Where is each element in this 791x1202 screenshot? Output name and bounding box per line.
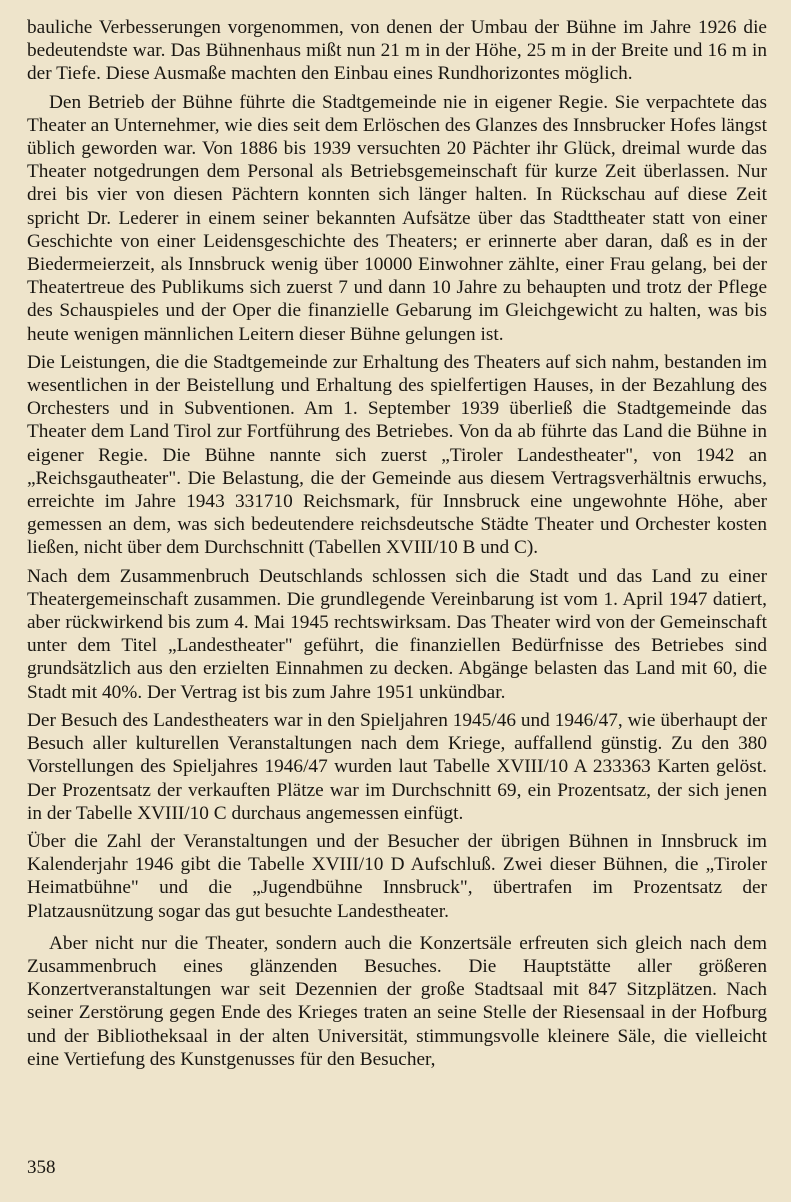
page-number: 358 <box>27 1157 56 1178</box>
paragraph-other-stages: Über die Zahl der Veranstaltungen und der Besucher der übrigen Bühnen in Innsbruck im Kalenderjahr 1946 gibt die Tabelle XVIII/10 D Aufschluß. Zwei dieser Bühnen, die „Tiroler Heimatbühne" und die „Jugendbühne Innsbruck", übertrafen im Prozentsatz der Platzausnützung sogar das gut besuchte Landestheater. <box>27 830 767 922</box>
body-text <box>27 16 767 1076</box>
paragraph-city-contributions: Die Leistungen, die die Stadtgemeinde zur Erhaltung des Theaters auf sich nahm, bestanden im wesentlichen in der Beistellung und Erhaltung des spielfertigen Hauses, in der Bezahlung des Orchesters und in Subventionen. Am 1. September 1939 überließ die Stadtgemeinde das Theater dem Land Tirol zur Fortführung des Betriebes. Von da ab führte das Land die Bühne in eigener Regie. Die Bühne nannte sich zuerst „Tiroler Landestheater", von 1942 an „Reichsgautheater". Die Belastung, die der Gemeinde aus diesem Vertragsverhältnis erwuchs, erreichte im Jahre 1943 331710 Reichsmark, für Innsbruck eine ungewohnte Höhe, aber gemessen an dem, was sich bedeutendere reichsdeutsche Städte Theater und Orchester kosten ließen, nicht über dem Durchschnitt (Tabellen XVIII/10 B und C). <box>27 351 767 559</box>
paragraph-concert-halls: Aber nicht nur die Theater, sondern auch die Konzertsäle erfreuten sich gleich nach dem Zusammenbruch eines glänzenden Besuches. Die Hauptstätte aller größeren Konzertveranstaltungen war seit Dezennien der große Stadtsaal mit 847 Sitzplätzen. Nach seiner Zerstörung gegen Ende des Krieges traten an seine Stelle der Riesensaal in der Hofburg und der Bibliotheksaal in der alten Universität, stimmungsvolle kleinere Säle, die vielleicht eine Vertiefung des Kunstgenusses für den Besucher, <box>27 932 767 1070</box>
paragraph-theater-attendance: Der Besuch des Landestheaters war in den Spieljahren 1945/46 und 1946/47, wie überhaupt der Besuch aller kulturellen Veranstaltungen nach dem Kriege, auffallend günstig. Zu den 380 Vorstellungen des Spieljahres 1946/47 wurden laut Tabelle XVIII/10 A 233363 Karten gelöst. Der Prozentsatz der verkauften Plätze war im Durchschnitt 69, ein Prozentsatz, der sich jenen in der Tabelle XVIII/10 C durchaus angemessen einfügt. <box>27 709 767 824</box>
paragraph-postwar-agreement: Nach dem Zusammenbruch Deutschlands schlossen sich die Stadt und das Land zu einer Theatergemeinschaft zusammen. Die grundlegende Vereinbarung ist vom 1. April 1947 datiert, aber rückwirkend bis zum 4. Mai 1945 rechtswirksam. Das Theater wird von der Gemeinschaft unter dem Titel „Landestheater" geführt, die finanziellen Bedürfnisse des Betriebes sind grundsätzlich aus den erzielten Einnahmen zu decken. Abgänge belasten das Land mit 60, die Stadt mit 40%. Der Vertrag ist bis zum Jahre 1951 unkündbar. <box>27 565 767 703</box>
paragraph-theater-management: Den Betrieb der Bühne führte die Stadtgemeinde nie in eigener Regie. Sie verpachtete das Theater an Unternehmer, wie dies seit dem Erlöschen des Glanzes des Innsbrucker Hofes längst üblich geworden war. Von 1886 bis 1939 versuchten 20 Pächter ihr Glück, dreimal wurde das Theater notgedrungen dem Personal als Betriebsgemeinschaft für kurze Zeit überlassen. Nur drei bis vier von diesen Pächtern konnten sich länger halten. In Rückschau auf diese Zeit spricht Dr. Lederer in einem seiner bekannten Aufsätze über das Stadttheater statt von einer Geschichte von einer Leidensgeschichte des Theaters; er erinnerte aber daran, daß es in der Biedermeierzeit, als Innsbruck wenig über 10000 Einwohner zählte, einer Frau gelang, bei der Theatertreue des Publikums sich zuerst 7 und dann 10 Jahre zu behaupten und trotz der Pflege des Schauspieles und der Oper die finanzielle Gebarung im Gleichgewicht zu halten, was bis heute wenigen männlichen Leitern dieser Bühne gelungen ist. <box>27 91 767 345</box>
paragraph-continuation: bauliche Verbesserungen vorgenommen, von denen der Umbau der Bühne im Jahre 1926 die bedeutendste war. Das Bühnenhaus mißt nun 21 m in der Höhe, 25 m in der Breite und 16 m in der Tiefe. Diese Ausmaße machten den Einbau eines Rundhorizontes möglich. <box>27 17 767 85</box>
